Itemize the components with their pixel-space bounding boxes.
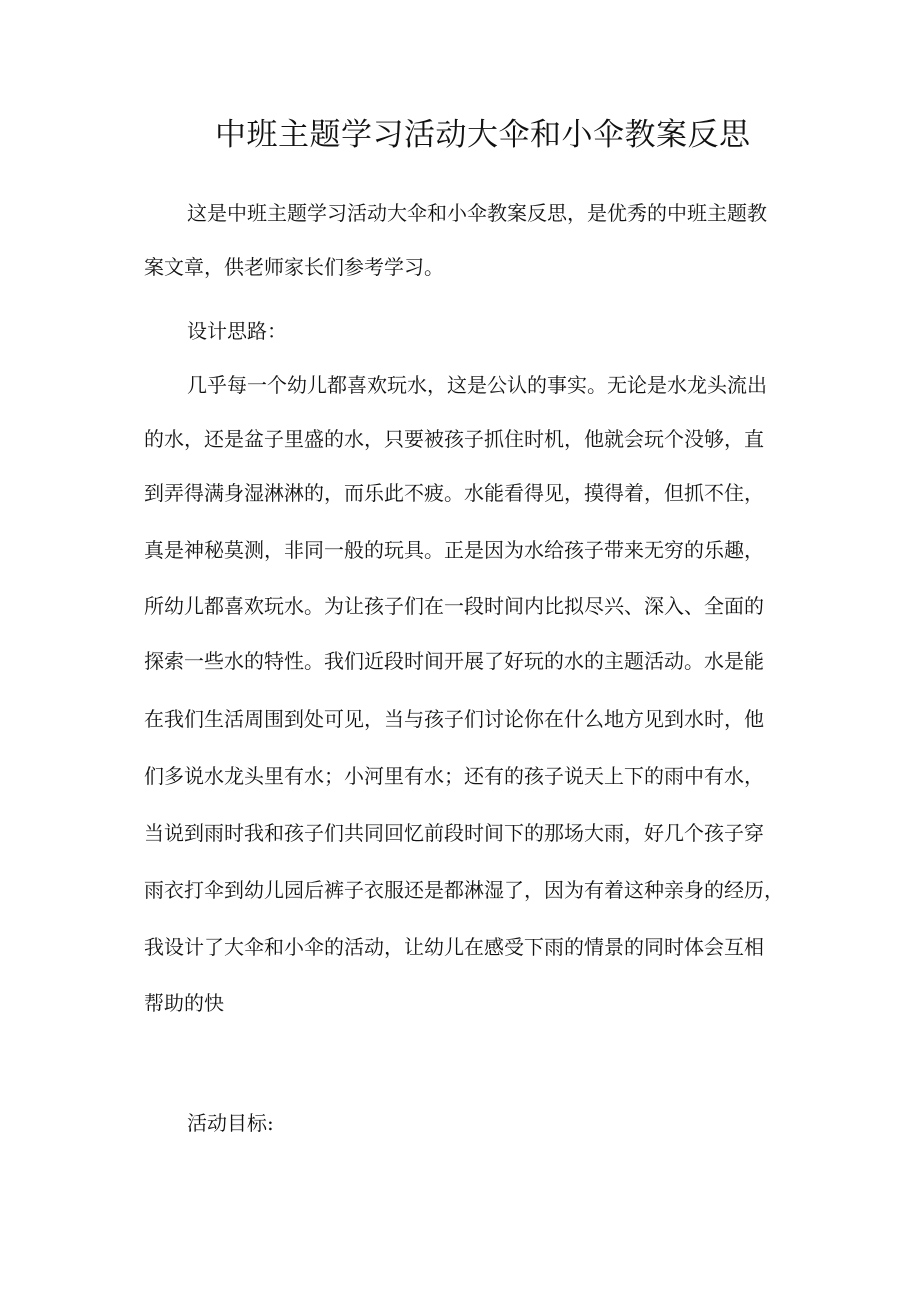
body-line-4: 真是神秘莫测，非同一般的玩具。正是因为水给孩子带来无穷的乐趣， bbox=[144, 538, 764, 562]
body-line-12: 帮助的快 bbox=[144, 991, 224, 1015]
body-line-8: 们多说水龙头里有水；小河里有水；还有的孩子说天上下的雨中有水， bbox=[144, 764, 764, 788]
body-line-3: 到弄得满身湿淋淋的，而乐此不疲。水能看得见，摸得着，但抓不住， bbox=[144, 481, 764, 505]
body-line-5: 所幼儿都喜欢玩水。为让孩子们在一段时间内比拟尽兴、深入、全面的 bbox=[144, 594, 764, 618]
body-line-11: 我设计了大伞和小伞的活动，让幼儿在感受下雨的情景的同时体会互相 bbox=[144, 935, 764, 959]
body-line-6: 探索一些水的特性。我们近段时间开展了好玩的水的主题活动。水是能 bbox=[144, 649, 764, 673]
intro-line-2: 案文章，供老师家长们参考学习。 bbox=[144, 255, 444, 279]
intro-line-1: 这是中班主题学习活动大伞和小伞教案反思，是优秀的中班主题教 bbox=[187, 201, 767, 225]
body-line-9: 当说到雨时我和孩子们共同回忆前段时间下的那场大雨，好几个孩子穿 bbox=[144, 821, 764, 845]
goals-heading: 活动目标: bbox=[187, 1111, 274, 1135]
design-heading: 设计思路： bbox=[187, 319, 287, 343]
body-line-1: 几乎每一个幼儿都喜欢玩水，这是公认的事实。无论是水龙头流出 bbox=[187, 373, 767, 397]
body-line-10: 雨衣打伞到幼儿园后裤子衣服还是都淋湿了，因为有着这种亲身的经历， bbox=[144, 878, 784, 902]
body-line-2: 的水，还是盆子里盛的水，只要被孩子抓住时机，他就会玩个没够，直 bbox=[144, 427, 764, 451]
document-title: 中班主题学习活动大伞和小伞教案反思 bbox=[215, 117, 751, 153]
body-line-7: 在我们生活周围到处可见，当与孩子们讨论你在什么地方见到水时，他 bbox=[144, 707, 764, 731]
